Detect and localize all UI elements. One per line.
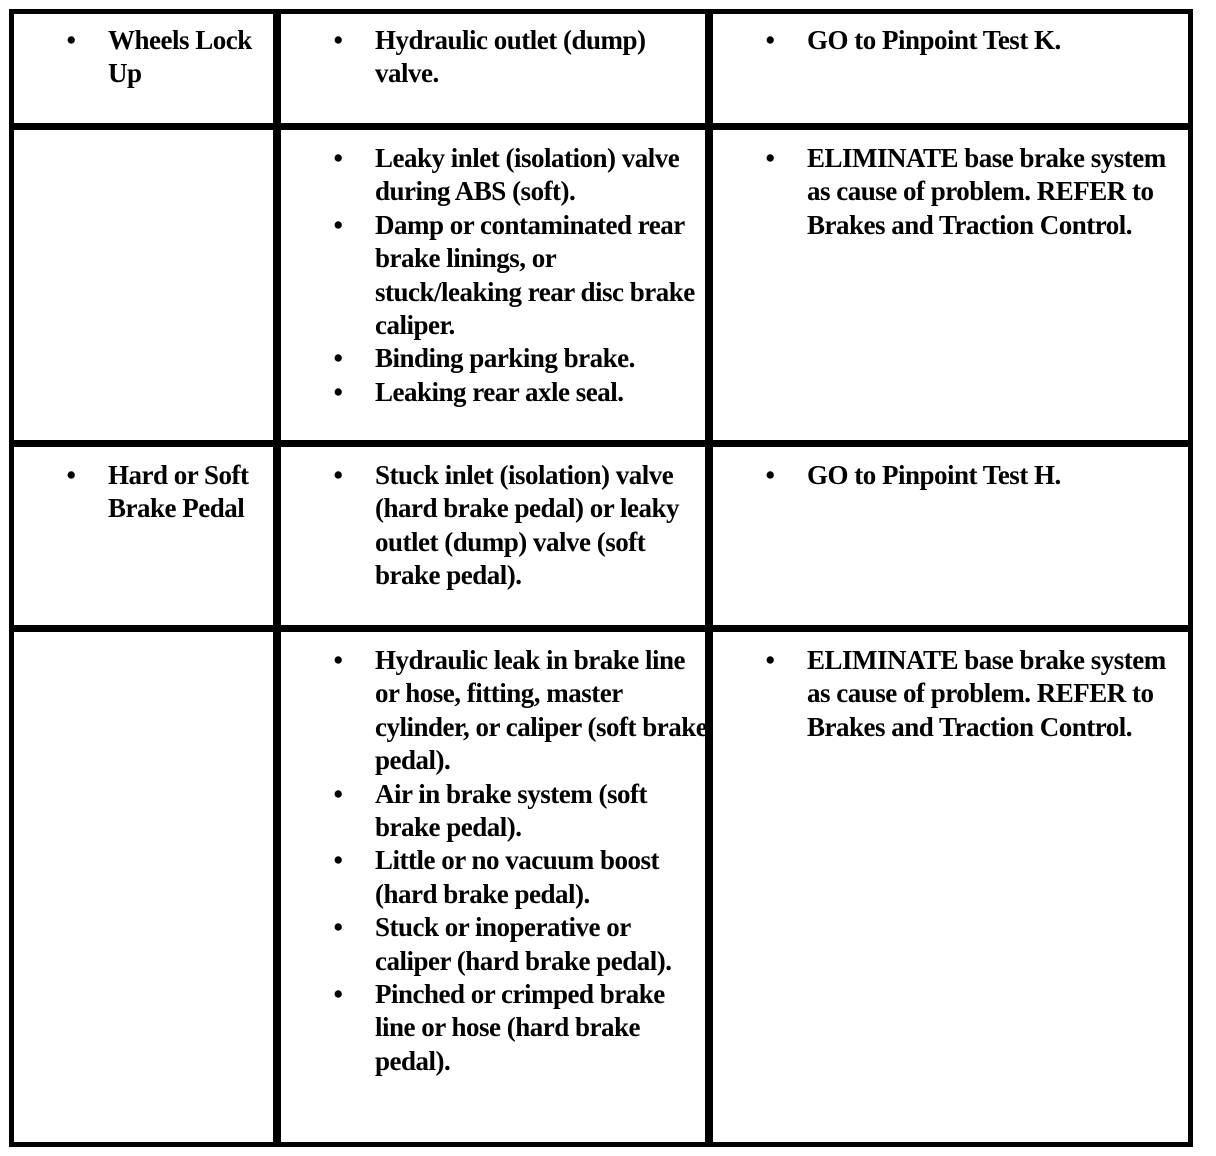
item-text: Stuck inlet (isolation) valve (hard brake pedal) or leaky outlet (dump) valve (soft brake pedal). — [375, 460, 680, 591]
column-divider — [273, 14, 281, 1142]
bullet-icon: • — [333, 460, 343, 490]
actions-list — [760, 24, 1180, 57]
causes-list — [328, 142, 708, 409]
bullet-icon: • — [333, 376, 343, 407]
symptom-list — [61, 459, 273, 526]
cause-cell — [328, 142, 708, 409]
bullet-icon: • — [333, 845, 343, 876]
bullet-icon: • — [333, 979, 343, 1010]
bullet-icon: • — [765, 645, 775, 675]
item-text: Air in brake system (soft brake pedal). — [375, 778, 647, 843]
symptom-cell — [61, 459, 273, 526]
list-item — [328, 844, 708, 911]
item-text: Pinched or crimped brake line or hose (hard brake pedal). — [375, 979, 665, 1076]
list-item — [328, 24, 708, 91]
item-text: Leaking rear axle seal. — [375, 376, 624, 407]
item-text: Little or no vacuum boost (hard brake pedal). — [375, 845, 660, 909]
item-text: GO to Pinpoint Test H. — [807, 460, 1061, 490]
diagnosis-table — [9, 9, 1193, 1147]
list-item — [61, 24, 273, 91]
bullet-icon: • — [333, 912, 343, 943]
item-text: Hydraulic outlet (dump) valve. — [375, 25, 646, 89]
item-text: ELIMINATE base brake system as cause of problem. REFER to Brakes and Traction Control. — [807, 143, 1166, 240]
list-item — [328, 342, 708, 375]
list-item — [760, 644, 1180, 744]
bullet-icon: • — [333, 645, 343, 675]
list-item — [760, 24, 1180, 57]
bullet-icon: • — [66, 460, 76, 490]
bullet-icon: • — [333, 778, 343, 809]
bullet-icon: • — [765, 460, 775, 490]
list-item — [760, 142, 1180, 242]
item-text: Stuck or inoperative or caliper (hard brake pedal). — [375, 912, 672, 976]
row-divider — [14, 440, 1188, 447]
cause-cell — [328, 644, 708, 1078]
action-cell — [760, 459, 1180, 492]
row-divider — [14, 123, 1188, 130]
causes-list — [328, 459, 708, 593]
action-cell — [760, 142, 1180, 242]
list-item — [760, 459, 1180, 492]
item-text: Hydraulic leak in brake line or hose, fitting, master cylinder, or caliper (soft brake pedal). — [375, 645, 708, 776]
causes-list — [328, 644, 708, 1078]
list-item — [328, 142, 708, 209]
bullet-icon: • — [333, 209, 343, 240]
list-item — [328, 376, 708, 409]
action-cell — [760, 24, 1180, 57]
bullet-icon: • — [333, 343, 343, 374]
bullet-icon: • — [765, 25, 775, 55]
list-item — [328, 978, 708, 1078]
causes-list — [328, 24, 708, 91]
symptom-cell — [61, 24, 273, 91]
actions-list — [760, 459, 1180, 492]
item-text: GO to Pinpoint Test K. — [807, 25, 1061, 55]
action-cell — [760, 644, 1180, 744]
list-item — [328, 911, 708, 978]
item-text: Wheels Lock Up — [108, 25, 252, 89]
list-item — [328, 459, 708, 593]
item-text: Damp or contaminated rear brake linings, or stuck/leaking rear disc brake caliper. — [375, 209, 695, 341]
cause-cell — [328, 459, 708, 593]
bullet-icon: • — [66, 25, 76, 55]
item-text: Binding parking brake. — [375, 343, 635, 374]
bullet-icon: • — [333, 25, 343, 55]
list-item — [61, 459, 273, 526]
item-text: ELIMINATE base brake system as cause of problem. REFER to Brakes and Traction Control. — [807, 645, 1166, 742]
actions-list — [760, 644, 1180, 744]
bullet-icon: • — [333, 143, 343, 173]
item-text: Hard or Soft Brake Pedal — [108, 460, 249, 524]
row-divider — [14, 625, 1188, 632]
item-text: Leaky inlet (isolation) valve during ABS (soft). — [375, 143, 680, 207]
symptom-list — [61, 24, 273, 91]
list-item — [328, 778, 708, 845]
cause-cell — [328, 24, 708, 91]
list-item — [328, 644, 708, 778]
actions-list — [760, 142, 1180, 242]
bullet-icon: • — [765, 143, 775, 173]
list-item — [328, 209, 708, 343]
